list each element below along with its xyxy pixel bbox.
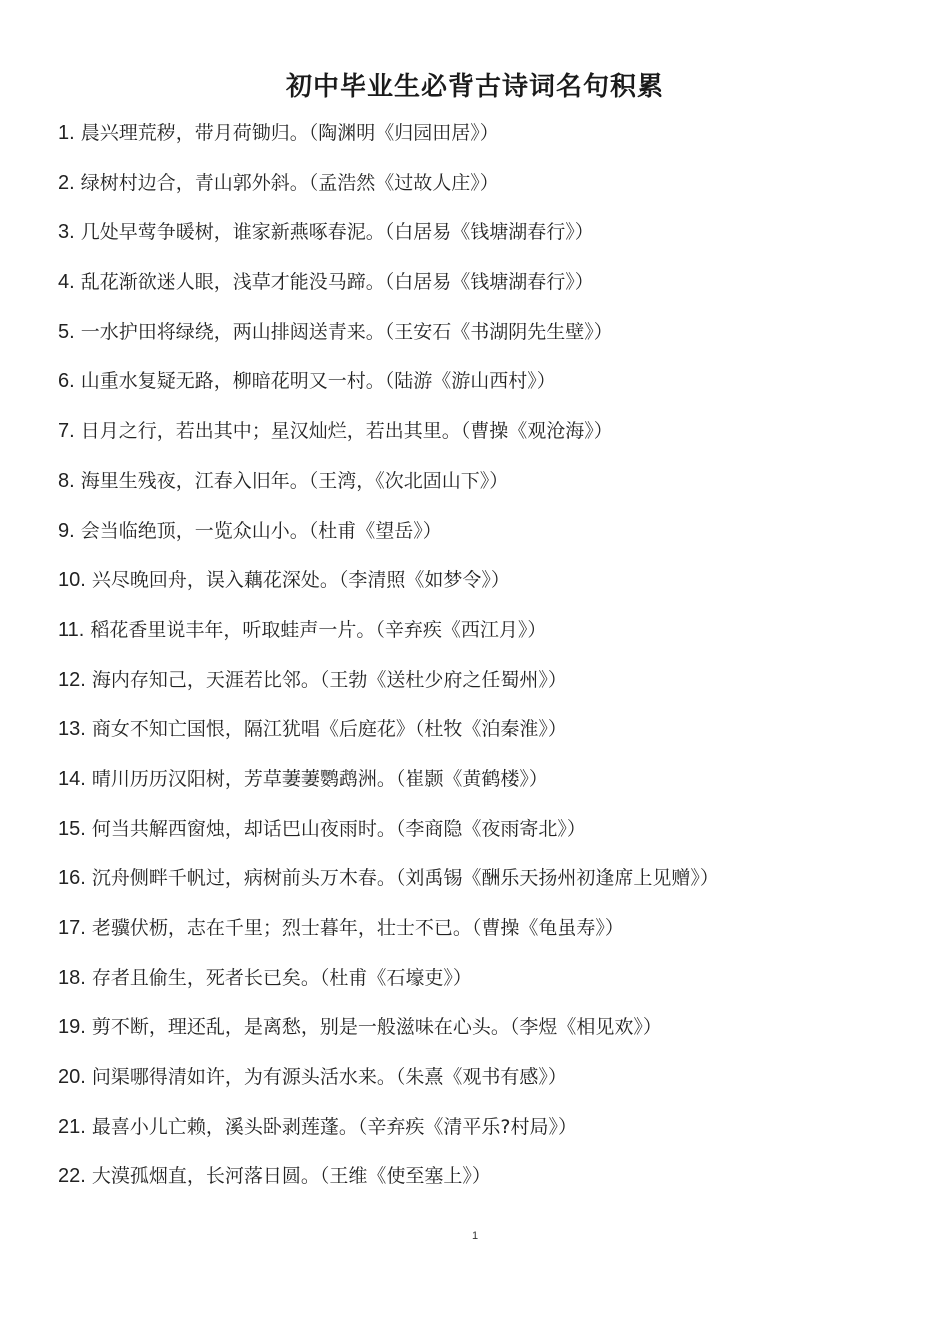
item-number: 11.	[58, 618, 85, 641]
item-text: 一水护田将绿绕，两山排闼送青来。（王安石《书湖阴先生壁》）	[80, 320, 613, 343]
item-number: 18.	[58, 966, 86, 989]
item-text: 老骥伏枥，志在千里；烈士暮年，壮士不已。（曹操《龟虽寿》）	[91, 917, 624, 939]
item-number: 5.	[58, 320, 75, 343]
item-number: 4.	[58, 271, 75, 294]
item-text: 问渠哪得清如许，为有源头活水来。（朱熹《观书有感》）	[91, 1066, 567, 1089]
page-title: 初中毕业生必背古诗词名句积累	[285, 72, 664, 102]
item-number: 3.	[58, 221, 75, 244]
list-item	[58, 116, 918, 166]
list-item	[58, 1010, 918, 1060]
item-number: 20.	[58, 1066, 86, 1089]
item-number: 17.	[58, 917, 86, 939]
verse-list	[58, 116, 918, 1209]
item-text: 海内存知己，天涯若比邻。（王勃《送杜少府之任蜀州》）	[91, 668, 567, 691]
item-text: 最喜小儿亡赖，溪头卧剥莲蓬。（辛弃疾《清平乐?村局》）	[91, 1115, 577, 1138]
item-text: 海里生残夜，江春入旧年。（王湾，《次北固山下》）	[80, 469, 509, 492]
item-number: 15.	[58, 817, 86, 840]
list-item	[58, 1060, 918, 1110]
item-text: 剪不断，理还乱，是离愁，别是一般滋味在心头。（李煜《相见欢》）	[91, 1016, 662, 1039]
item-number: 10.	[58, 569, 86, 592]
item-text: 存者且偷生，死者长已矣。（杜甫《石壕吏》）	[91, 966, 472, 989]
list-item	[58, 215, 918, 265]
list-item	[58, 712, 918, 762]
list-item	[58, 961, 918, 1011]
list-item	[58, 812, 918, 862]
list-item	[58, 166, 918, 216]
item-text: 晴川历历汉阳树，芳草萋萋鹦鹉洲。（崔颢《黄鹤楼》）	[91, 767, 548, 790]
item-text: 乱花渐欲迷人眼，浅草才能没马蹄。（白居易《钱塘湖春行》）	[80, 271, 594, 294]
list-item	[58, 861, 918, 911]
list-item	[58, 1159, 918, 1209]
item-text: 日月之行，若出其中；星汉灿烂，若出其里。（曹操《观沧海》）	[80, 420, 613, 443]
item-number: 22.	[58, 1165, 86, 1188]
list-item	[58, 414, 918, 464]
item-number: 8.	[58, 469, 75, 492]
item-text: 沉舟侧畔千帆过，病树前头万木春。（刘禹锡《酬乐天扬州初逢席上见赠》）	[91, 867, 719, 890]
list-item	[58, 563, 918, 613]
item-text: 稻花香里说丰年，听取蛙声一片。（辛弃疾《西江月》）	[90, 618, 547, 641]
item-number: 16.	[58, 867, 86, 890]
item-text: 会当临绝顶，一览众山小。（杜甫《望岳》）	[80, 519, 442, 542]
list-item	[58, 315, 918, 365]
list-item	[58, 762, 918, 812]
list-item	[58, 514, 918, 564]
list-item	[58, 464, 918, 514]
list-item	[58, 911, 918, 961]
item-number: 19.	[58, 1016, 86, 1039]
item-text: 商女不知亡国恨，隔江犹唱《后庭花》（杜牧《泊秦淮》）	[91, 718, 567, 741]
item-text: 何当共解西窗烛，却话巴山夜雨时。（李商隐《夜雨寄北》）	[91, 817, 586, 840]
item-number: 1.	[58, 122, 75, 144]
item-number: 13.	[58, 718, 86, 741]
item-number: 6.	[58, 370, 75, 393]
item-number: 12.	[58, 668, 86, 691]
list-item	[58, 364, 918, 414]
item-text: 山重水复疑无路，柳暗花明又一村。（陆游《游山西村》）	[80, 370, 556, 393]
page-number: 1	[471, 1230, 479, 1242]
item-text: 绿树村边合，青山郭外斜。（孟浩然《过故人庄》）	[80, 171, 499, 194]
item-number: 7.	[58, 420, 75, 443]
item-text: 大漠孤烟直，长河落日圆。（王维《使至塞上》）	[91, 1165, 491, 1188]
item-number: 9.	[58, 519, 75, 542]
list-item	[58, 613, 918, 663]
list-item	[58, 1110, 918, 1160]
list-item	[58, 663, 918, 713]
item-number: 21.	[58, 1115, 86, 1138]
list-item	[58, 265, 918, 315]
item-number: 14.	[58, 767, 86, 790]
item-text: 几处早莺争暖树，谁家新燕啄春泥。（白居易《钱塘湖春行》）	[80, 221, 594, 244]
item-text: 兴尽晚回舟，误入藕花深处。（李清照《如梦令》）	[91, 569, 510, 592]
item-number: 2.	[58, 171, 75, 194]
item-text: 晨兴理荒秽，带月荷锄归。（陶渊明《归园田居》）	[80, 122, 499, 144]
